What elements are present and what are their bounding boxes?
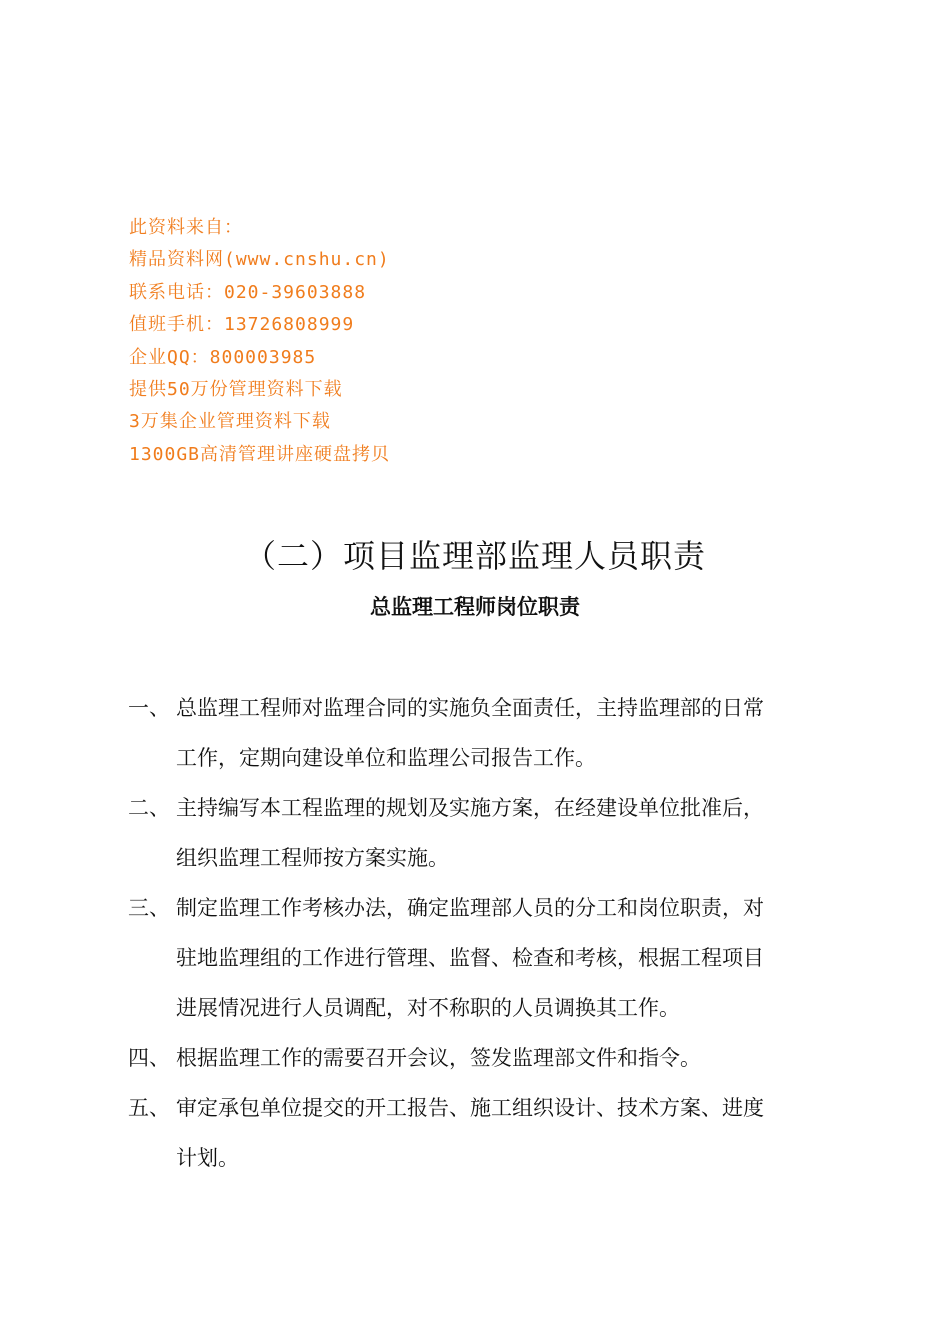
duty-marker: 五、 <box>128 1096 170 1120</box>
duty-text-line: 进展情况进行人员调配，对不称职的人员调换其工作。 <box>176 996 680 1020</box>
source-line-phone: 联系电话：020-39603888 <box>129 281 367 303</box>
duty-text-line: 审定承包单位提交的开工报告、施工组织设计、技术方案、进度 <box>176 1096 764 1120</box>
duty-item-2 <box>128 783 828 883</box>
duty-marker: 四、 <box>128 1046 170 1070</box>
duty-text-line: 计划。 <box>176 1146 239 1170</box>
duty-text-line: 组织监理工程师按方案实施。 <box>176 846 449 870</box>
duty-marker: 一、 <box>128 696 170 720</box>
document-title: （二）项目监理部监理人员职责 <box>243 537 706 575</box>
source-line-offer-lectures: 1300GB高清管理讲座硬盘拷贝 <box>129 443 391 465</box>
source-line-mobile: 值班手机：13726808999 <box>129 314 355 336</box>
duty-item-1 <box>128 683 828 783</box>
source-line-qq: 企业QQ：800003985 <box>129 346 317 368</box>
source-line-offer-videos: 3万集企业管理资料下载 <box>129 411 331 433</box>
source-line-website: 精品资料网(www.cnshu.cn) <box>129 249 390 271</box>
duty-text-line: 制定监理工作考核办法，确定监理部人员的分工和岗位职责，对 <box>176 896 764 920</box>
duty-text-line: 驻地监理组的工作进行管理、监督、检查和考核，根据工程项目 <box>176 946 764 970</box>
document-subtitle: 总监理工程师岗位职责 <box>370 595 580 619</box>
duty-item-5 <box>128 1083 828 1183</box>
duties-list <box>128 683 828 1183</box>
duty-marker: 二、 <box>128 796 170 820</box>
duty-item-3 <box>128 883 828 1033</box>
source-line-from: 此资料来自： <box>129 217 243 238</box>
duty-marker: 三、 <box>128 896 170 920</box>
duty-text-line: 工作，定期向建设单位和监理公司报告工作。 <box>176 746 596 770</box>
source-line-offer-docs: 提供50万份管理资料下载 <box>129 378 343 400</box>
duty-item-4 <box>128 1033 828 1083</box>
duty-text-line: 总监理工程师对监理合同的实施负全面责任，主持监理部的日常 <box>176 696 764 720</box>
duty-text-line: 根据监理工作的需要召开会议，签发监理部文件和指令。 <box>176 1046 701 1070</box>
duty-text-line: 主持编写本工程监理的规划及实施方案，在经建设单位批准后， <box>176 796 764 820</box>
source-info-block <box>129 212 390 471</box>
